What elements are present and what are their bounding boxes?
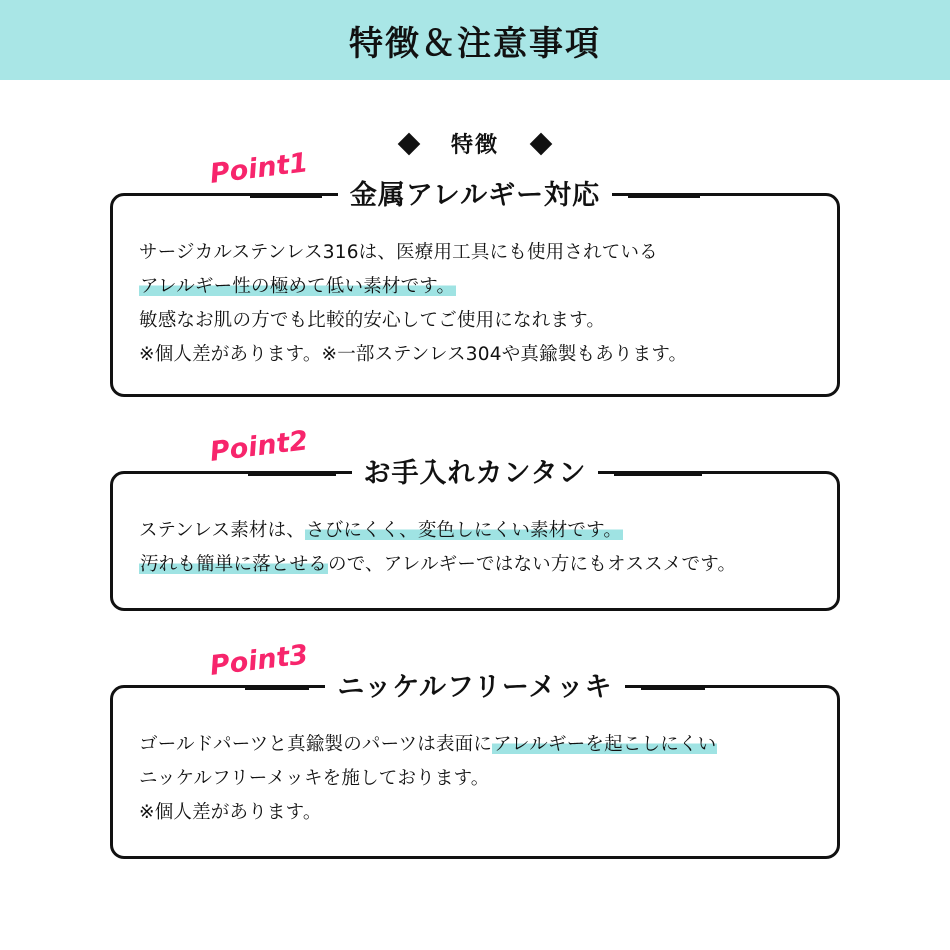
body-text: ので、アレルギーではない方にもオススメです。 <box>328 554 737 575</box>
body-text: 敏感なお肌の方でも比較的安心してご使用になれます。 <box>139 310 606 331</box>
title-rule-right <box>628 195 700 198</box>
point-badge: Point1 <box>208 147 310 190</box>
title-rule-left <box>248 473 336 476</box>
body-text: ※個人差があります。※一部ステンレス304や真鍮製もあります。 <box>139 344 688 365</box>
body-text: サージカルステンレス316は、医療用工具にも使用されている <box>139 242 658 263</box>
body-line <box>139 796 811 830</box>
point-card <box>110 672 840 859</box>
body-line <box>139 728 811 762</box>
highlighted-text: アレルギーを起こしにくい <box>493 734 717 755</box>
point-card <box>110 180 840 397</box>
points-list <box>0 147 950 859</box>
section-heading <box>0 128 950 159</box>
body-line <box>139 514 811 548</box>
point-title: 金属アレルギー対応 <box>338 179 612 213</box>
point-body <box>139 514 811 582</box>
highlighted-text: アレルギー性の極めて低い素材です。 <box>140 276 456 297</box>
body-line <box>139 338 811 372</box>
point-block <box>110 425 840 611</box>
highlighted-text: さびにくく、変色しにくい素材です。 <box>306 520 623 541</box>
body-line <box>139 762 811 796</box>
point-body <box>139 236 811 372</box>
diamond-icon-right <box>530 132 553 155</box>
body-text: ステンレス素材は、 <box>139 520 305 541</box>
point-title: ニッケルフリーメッキ <box>325 671 624 705</box>
body-line <box>139 270 811 304</box>
section-heading-label: 特徴 <box>450 133 499 158</box>
title-rule-left <box>245 687 309 690</box>
body-text: ニッケルフリーメッキを施しております。 <box>139 768 490 789</box>
header-band <box>0 0 950 80</box>
body-text: ※個人差があります。 <box>139 802 322 823</box>
title-rule-left <box>250 195 322 198</box>
point-badge: Point3 <box>208 639 310 682</box>
title-rule-right <box>641 687 705 690</box>
page-title: 特徴＆注意事項 <box>349 23 601 64</box>
point-badge: Point2 <box>208 425 310 468</box>
body-line <box>139 304 811 338</box>
diamond-icon-left <box>398 132 421 155</box>
point-block <box>110 639 840 859</box>
point-body <box>139 728 811 830</box>
body-line <box>139 548 811 582</box>
point-block <box>110 147 840 397</box>
point-title: お手入れカンタン <box>352 457 599 491</box>
body-text: ゴールドパーツと真鍮製のパーツは表面に <box>139 734 493 755</box>
point-card <box>110 458 840 611</box>
title-rule-right <box>614 473 702 476</box>
highlighted-text: 汚れも簡単に落とせる <box>140 554 328 575</box>
body-line <box>139 236 811 270</box>
